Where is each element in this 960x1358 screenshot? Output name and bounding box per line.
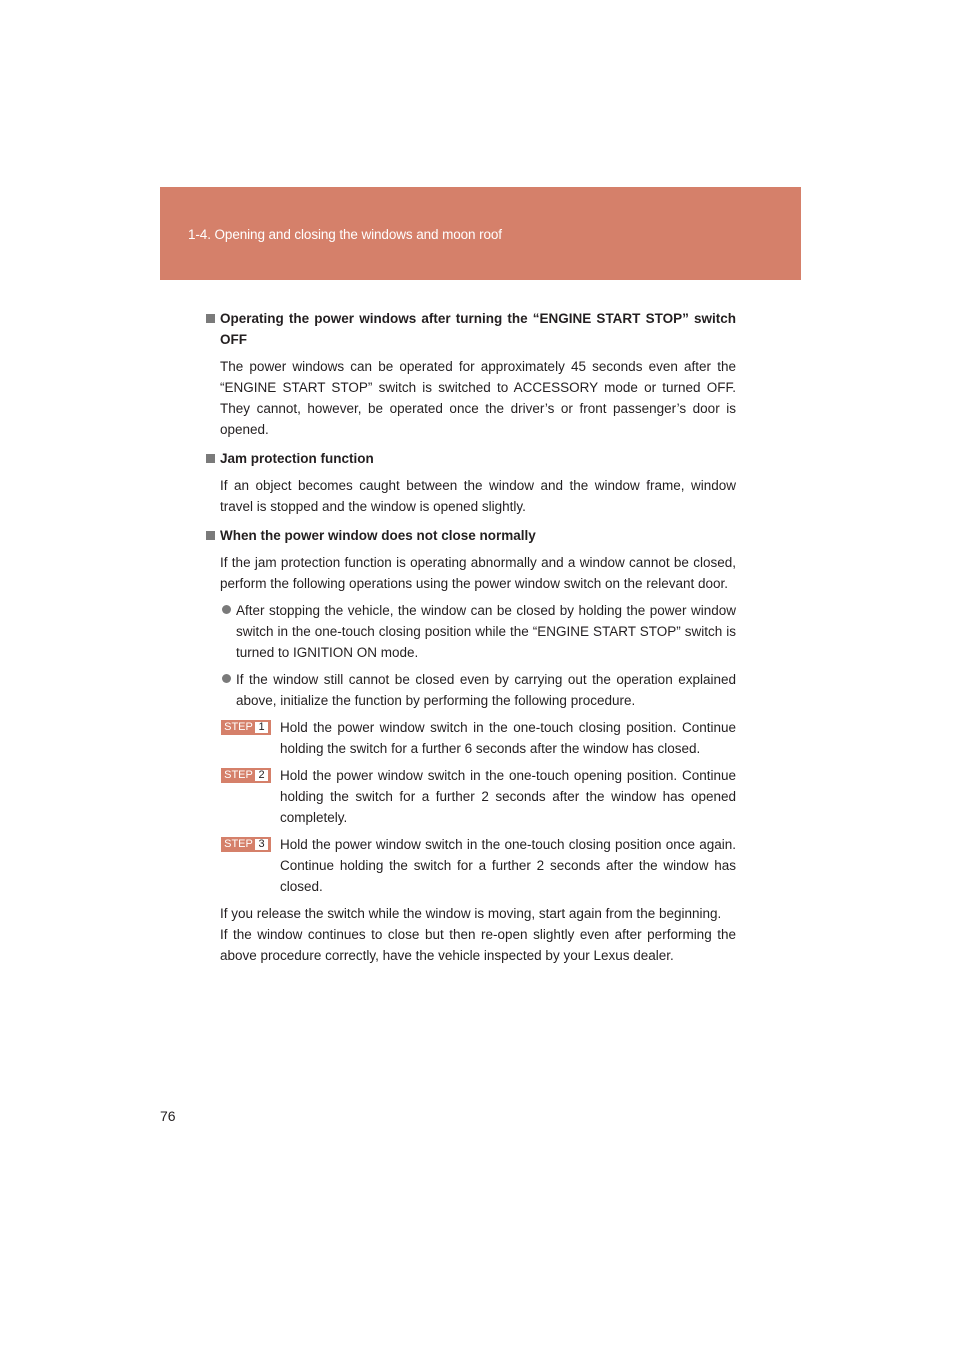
square-bullet-icon bbox=[206, 314, 215, 323]
step-3 bbox=[206, 834, 736, 897]
step-text: Hold the power window switch in the one-touch closing position. Continue holding the switch for a further 6 seconds after the window has closed. bbox=[280, 720, 736, 756]
step-text: Hold the power window switch in the one-touch opening position. Continue holding the switch for a further 2 seconds after the window has opened completely. bbox=[280, 768, 736, 825]
step-text: Hold the power window switch in the one-touch closing position once again. Continue holding the switch for a further 2 seconds after the window has closed. bbox=[280, 837, 736, 894]
step-badge: STEP 2 bbox=[221, 768, 271, 783]
square-bullet-icon bbox=[206, 531, 215, 540]
section-body: The power windows can be operated for approximately 45 seconds even after the “ENGINE START STOP” switch is switched to ACCESSORY mode or turned OFF. They cannot, however, be operated once the driver’s or front passenger’s door is opened. bbox=[220, 359, 736, 437]
page-number: 76 bbox=[160, 1108, 176, 1124]
section-window-not-closing bbox=[206, 525, 736, 966]
page-content bbox=[206, 308, 736, 974]
section-power-windows-after-off bbox=[206, 308, 736, 440]
step-2 bbox=[206, 765, 736, 828]
list-item: If the window still cannot be closed even by carrying out the operation explained above, initialize the function by performing the following procedure. bbox=[206, 669, 736, 711]
section-heading: Jam protection function bbox=[206, 448, 736, 469]
section-heading: Operating the power windows after turning the “ENGINE START STOP” switch OFF bbox=[206, 308, 736, 350]
closing-notes bbox=[206, 903, 736, 966]
step-badge: STEP 3 bbox=[221, 837, 271, 852]
section-heading: When the power window does not close normally bbox=[206, 525, 736, 546]
chapter-title: 1-4. Opening and closing the windows and moon roof bbox=[188, 227, 502, 242]
circle-bullet-icon bbox=[222, 605, 231, 614]
note-line: If the window continues to close but then re-open slightly even after performing the above procedure correctly, have the vehicle inspected by your Lexus dealer. bbox=[220, 927, 736, 963]
step-1 bbox=[206, 717, 736, 759]
chapter-header bbox=[160, 187, 801, 280]
section-body: If the jam protection function is operating abnormally and a window cannot be closed, perform the following operations using the power window switch on the relevant door. bbox=[220, 555, 736, 591]
section-body: If an object becomes caught between the window and the window frame, window travel is stopped and the window is opened slightly. bbox=[220, 478, 736, 514]
note-line: If you release the switch while the window is moving, start again from the beginning. bbox=[220, 906, 722, 921]
circle-bullet-icon bbox=[222, 674, 231, 683]
list-item: After stopping the vehicle, the window can be closed by holding the power window switch in the one-touch closing position while the “ENGINE START STOP” switch is turned to IGNITION ON mode. bbox=[206, 600, 736, 663]
square-bullet-icon bbox=[206, 454, 215, 463]
section-jam-protection bbox=[206, 448, 736, 517]
step-badge: STEP 1 bbox=[221, 720, 271, 735]
